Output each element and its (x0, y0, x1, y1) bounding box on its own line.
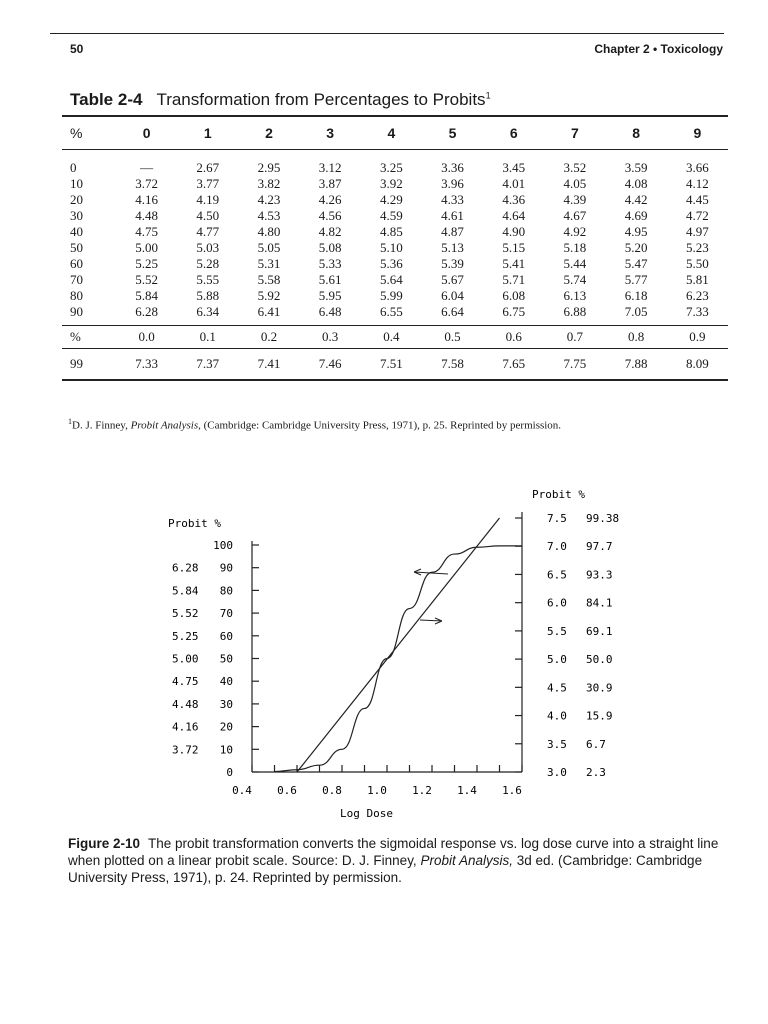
table-cell: 3.45 (502, 160, 526, 175)
left-tick-percent: 0 (226, 766, 233, 779)
table-cell: 4.19 (196, 192, 220, 207)
table-cell: 5.50 (685, 256, 709, 271)
table-cell: 4.39 (563, 192, 587, 207)
table-cell: 7.58 (422, 349, 483, 381)
right-tick-probit: 4.5 (547, 681, 567, 695)
table-cell: 5.08 (318, 240, 342, 255)
x-tick-label: 1.2 (412, 784, 432, 797)
right-tick-probit: 3.5 (547, 737, 567, 751)
table-cell: 7.75 (544, 349, 605, 381)
figure-caption (68, 835, 728, 886)
table-cell: 5.61 (318, 272, 342, 287)
table-cell: 5.88 (196, 288, 220, 303)
table-cell: 7.05 (624, 304, 648, 319)
page-number: 50 (70, 42, 84, 56)
table-subheader-row (62, 326, 728, 349)
row-label: 90 (70, 304, 83, 319)
table-cell: 5.05 (257, 240, 281, 255)
figure-axes (252, 512, 522, 772)
arrow-to-line (420, 618, 442, 624)
left-tick-probit: 5.25 (172, 629, 199, 643)
table-cell: 5.20 (624, 240, 648, 255)
table-cell: 5.55 (196, 272, 220, 287)
table-cell: 0.0 (116, 326, 177, 349)
header-rule (50, 33, 724, 34)
right-tick-percent: 97.7 (586, 540, 613, 554)
probit-figure (0, 470, 768, 830)
right-tick-probit: 6.0 (547, 596, 567, 610)
table-cell: 3.36 (441, 160, 464, 175)
table-cell: 7.88 (606, 349, 667, 381)
table-cell: 3.59 (624, 160, 648, 175)
table-cell: 4.05 (563, 176, 587, 191)
table-cell: 7.37 (177, 349, 238, 381)
row-label: 40 (70, 224, 83, 239)
left-tick-percent: 10 (219, 743, 233, 757)
col-header: 4 (361, 116, 422, 150)
left-tick-probit: 4.16 (172, 720, 199, 734)
table-cell: 6.28 (135, 304, 158, 319)
table-number: Table 2-4 (70, 90, 143, 109)
table-cell: 3.52 (563, 160, 587, 175)
table-row (62, 256, 728, 272)
table-cell: 7.46 (300, 349, 361, 381)
x-tick-label: 1.0 (367, 784, 387, 797)
table-cell: 4.87 (441, 224, 464, 239)
table-cell: 4.85 (379, 224, 403, 239)
row-label: 70 (70, 272, 83, 287)
right-tick-percent: 69.1 (586, 624, 613, 638)
table-cell: 4.64 (502, 208, 526, 223)
table-cell: 3.87 (318, 176, 342, 191)
table-row (62, 288, 728, 304)
table-cell: 3.25 (379, 160, 403, 175)
probit-table (62, 115, 728, 381)
table-cell: 2.95 (257, 160, 281, 175)
table-row (62, 150, 728, 177)
table-cell: 5.13 (441, 240, 464, 255)
table-cell: 4.67 (563, 208, 587, 223)
col-header: 7 (544, 116, 605, 150)
table-cell: 6.64 (441, 304, 464, 319)
table-cell: 4.33 (441, 192, 464, 207)
right-tick-probit: 7.5 (547, 512, 567, 525)
table-cell: 6.13 (563, 288, 587, 303)
table-cell: 4.72 (685, 208, 709, 223)
footnote-post: (Cambridge: Cambridge University Press, 1971), p. 25. Reprinted by permission. (200, 419, 562, 432)
table-cell: 4.95 (624, 224, 648, 239)
left-tick-probit: 5.84 (172, 584, 199, 598)
table-cell: 5.28 (196, 256, 220, 271)
x-tick-label: 1.6 (502, 784, 522, 797)
table-cell: 6.75 (502, 304, 526, 319)
table-cell: 4.97 (685, 224, 709, 239)
table-title-text: Transformation from Percentages to Probits (156, 90, 486, 109)
left-tick-percent: 70 (219, 607, 233, 621)
table-cell: 5.15 (502, 240, 526, 255)
table-cell: 0.6 (483, 326, 544, 349)
left-tick-percent: 30 (219, 697, 233, 711)
col-header: 0 (116, 116, 177, 150)
footnote-title: Probit Analysis, (130, 419, 201, 432)
x-tick-label: 0.6 (277, 784, 297, 797)
table-cell: 7.33 (685, 304, 709, 319)
left-axis-header: Probit % (168, 517, 221, 530)
table-cell: 6.55 (379, 304, 403, 319)
row-label: 50 (70, 240, 83, 255)
col-header: 1 (177, 116, 238, 150)
table-cell: 4.77 (196, 224, 220, 239)
table-header-row (62, 116, 728, 150)
table-cell: 5.67 (441, 272, 464, 287)
table-cell: 5.33 (318, 256, 342, 271)
x-tick-label: 1.4 (457, 784, 477, 797)
row-label: 60 (70, 256, 83, 271)
table-cell: 4.01 (502, 176, 526, 191)
right-tick-probit: 7.0 (547, 540, 567, 554)
row-label: 10 (70, 176, 83, 191)
table-cell: 4.53 (257, 208, 281, 223)
corner-label: % (62, 116, 116, 150)
table-cell: 5.99 (379, 288, 403, 303)
col-header: 2 (238, 116, 299, 150)
left-tick-probit: 5.00 (172, 652, 199, 666)
table-cell: 5.23 (685, 240, 709, 255)
table-cell: — (140, 160, 154, 175)
left-tick-percent: 100 (213, 539, 233, 552)
left-tick-percent: 50 (219, 652, 233, 666)
table-cell: 7.41 (238, 349, 299, 381)
x-axis-label: Log Dose (340, 807, 393, 820)
table-cell: 7.51 (361, 349, 422, 381)
table-cell: 5.64 (379, 272, 403, 287)
table-cell: 0.9 (667, 326, 728, 349)
table-cell: 7.65 (483, 349, 544, 381)
col-header: 9 (667, 116, 728, 150)
x-tick-label: 0.4 (232, 784, 252, 797)
table-footnote (68, 417, 561, 432)
table-cell: 5.41 (502, 256, 526, 271)
left-tick-percent: 40 (219, 675, 233, 689)
table-cell: 5.71 (502, 272, 526, 287)
table-row (62, 208, 728, 224)
table-cell: 5.31 (257, 256, 281, 271)
right-tick-percent: 2.3 (586, 766, 606, 779)
table-cell: 5.92 (257, 288, 281, 303)
table-cell: 5.95 (318, 288, 342, 303)
table-cell: 4.26 (318, 192, 342, 207)
table-cell: 5.36 (379, 256, 403, 271)
table-cell: 4.23 (257, 192, 281, 207)
table-cell: 6.18 (624, 288, 648, 303)
table-cell: 3.66 (685, 160, 709, 175)
table-cell: 5.44 (563, 256, 587, 271)
table-cell: 5.39 (441, 256, 464, 271)
left-tick-percent: 60 (219, 629, 233, 643)
col-header: 6 (483, 116, 544, 150)
left-tick-probit: 6.28 (172, 561, 199, 575)
x-tick-label: 0.8 (322, 784, 342, 797)
table-cell: 3.72 (135, 176, 158, 191)
table-cell: 6.41 (257, 304, 281, 319)
left-tick-probit: 4.75 (172, 675, 199, 689)
right-tick-percent: 84.1 (586, 596, 613, 610)
left-tick-probit: 3.72 (172, 743, 199, 757)
table-cell: 4.48 (135, 208, 158, 223)
table-cell: 0.1 (177, 326, 238, 349)
table-cell: 4.75 (135, 224, 158, 239)
table-cell: 4.59 (379, 208, 403, 223)
table-cell: 5.10 (379, 240, 403, 255)
table-cell: 5.74 (563, 272, 587, 287)
table-cell: 8.09 (667, 349, 728, 381)
table-cell: 3.12 (318, 160, 342, 175)
footnote-mark: 1 (68, 417, 72, 426)
right-tick-percent: 30.9 (586, 681, 613, 695)
table-cell: 5.25 (135, 256, 158, 271)
row-label: 99 (62, 349, 116, 381)
table-cell: 4.80 (257, 224, 281, 239)
table-cell: 0.3 (300, 326, 361, 349)
table-cell: 6.04 (441, 288, 464, 303)
col-header: 8 (606, 116, 667, 150)
row-label: 80 (70, 288, 83, 303)
table-cell: 4.12 (685, 176, 709, 191)
table-cell: 4.61 (441, 208, 464, 223)
figure-curves (275, 518, 523, 772)
footnote-pre: D. J. Finney, (72, 419, 131, 432)
caption-post: 3d ed. (Cambridge: Cambridge University Press, 1971), p. 24. Reprinted by permission. (68, 853, 703, 885)
table-cell: 4.90 (502, 224, 526, 239)
left-tick-probit: 4.48 (172, 697, 199, 711)
right-tick-probit: 5.0 (547, 653, 567, 667)
table-row (62, 224, 728, 240)
right-tick-probit: 5.5 (547, 624, 567, 638)
table-cell: 4.08 (624, 176, 648, 191)
table-cell: 4.42 (624, 192, 648, 207)
table-cell: 6.08 (502, 288, 526, 303)
table-row (62, 192, 728, 208)
table-cell: 4.45 (685, 192, 709, 207)
probit-line (297, 518, 500, 772)
row-label: % (62, 326, 116, 349)
table-cell: 6.23 (685, 288, 709, 303)
table-cell: 7.33 (116, 349, 177, 381)
right-tick-probit: 4.0 (547, 709, 567, 723)
right-tick-percent: 93.3 (586, 568, 613, 582)
table-cell: 5.47 (624, 256, 648, 271)
table-cell: 4.92 (563, 224, 587, 239)
table-row (62, 176, 728, 192)
table-cell: 5.03 (196, 240, 220, 255)
col-header: 5 (422, 116, 483, 150)
right-tick-percent: 6.7 (586, 737, 606, 751)
table-cell: 3.82 (257, 176, 281, 191)
right-axis-header: Probit % (532, 488, 585, 501)
row-label: 30 (70, 208, 83, 223)
table-title-note: 1 (485, 90, 491, 101)
table-row (62, 304, 728, 326)
row-label: 20 (70, 192, 83, 207)
table-cell: 5.52 (135, 272, 158, 287)
right-tick-percent: 15.9 (586, 709, 613, 723)
table-cell: 5.58 (257, 272, 281, 287)
table-cell: 6.88 (563, 304, 587, 319)
chapter-title: Chapter 2 • Toxicology (594, 42, 723, 56)
table-cell: 4.50 (196, 208, 220, 223)
table-row (62, 272, 728, 288)
table-cell: 5.00 (135, 240, 158, 255)
table-row (62, 240, 728, 256)
table-cell: 4.29 (379, 192, 403, 207)
table-cell: 0.8 (606, 326, 667, 349)
right-tick-probit: 6.5 (547, 568, 567, 582)
table-row (62, 349, 728, 381)
caption-title: Probit Analysis, (420, 853, 513, 868)
table-cell: 3.77 (196, 176, 220, 191)
left-tick-probit: 5.52 (172, 607, 199, 621)
table-cell: 0.4 (361, 326, 422, 349)
right-tick-percent: 50.0 (586, 653, 613, 667)
table-cell: 6.48 (318, 304, 342, 319)
table-cell: 4.56 (318, 208, 342, 223)
table-cell: 0.2 (238, 326, 299, 349)
table-cell: 2.67 (196, 160, 220, 175)
table-cell: 3.96 (441, 176, 464, 191)
table-title (70, 90, 491, 110)
table-cell: 5.18 (563, 240, 587, 255)
right-tick-probit: 3.0 (547, 766, 567, 779)
table-cell: 4.82 (318, 224, 342, 239)
col-header: 3 (300, 116, 361, 150)
table-cell: 0.5 (422, 326, 483, 349)
left-tick-percent: 90 (219, 561, 233, 575)
table-cell: 6.34 (196, 304, 220, 319)
table-cell: 4.36 (502, 192, 526, 207)
table-cell: 5.77 (624, 272, 648, 287)
table-cell: 5.81 (685, 272, 709, 287)
row-label: 0 (70, 160, 77, 175)
table-cell: 4.16 (135, 192, 158, 207)
table-cell: 3.92 (379, 176, 403, 191)
left-tick-percent: 80 (219, 584, 233, 598)
caption-label: Figure 2-10 (68, 836, 141, 851)
right-tick-percent: 99.38 (586, 512, 620, 525)
table-cell: 5.84 (135, 288, 158, 303)
figure-ticks (172, 512, 619, 797)
table-cell: 4.69 (624, 208, 648, 223)
left-tick-percent: 20 (219, 720, 233, 734)
caption-pre: The probit transformation converts the sigmoidal response vs. log dose curve into a straight line when plotted on a linear probit scale. Source: D. J. Finney, (68, 836, 719, 868)
sigmoid-curve (275, 546, 523, 772)
table-cell: 0.7 (544, 326, 605, 349)
